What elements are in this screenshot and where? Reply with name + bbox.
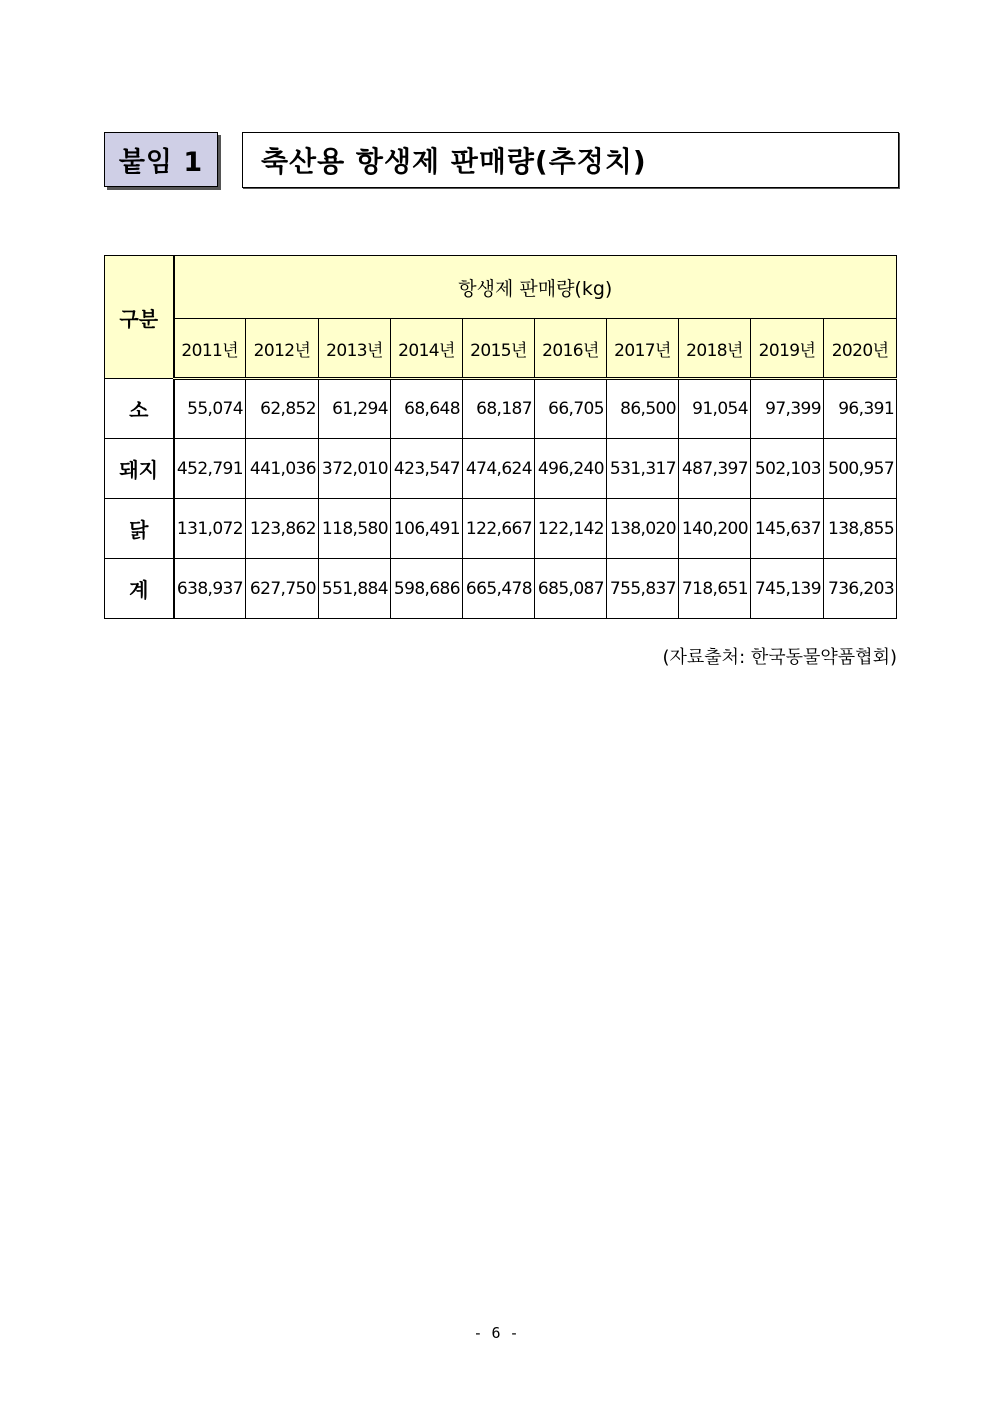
table-cell: 474,624 <box>463 439 535 499</box>
table-cell: 441,036 <box>246 439 319 499</box>
table-cell: 68,187 <box>463 379 535 439</box>
year-header: 2019년 <box>751 319 824 379</box>
table-cell: 496,240 <box>535 439 607 499</box>
table-row-chicken <box>105 499 897 559</box>
table-cell: 500,957 <box>824 439 897 499</box>
category-header: 구분 <box>105 256 174 379</box>
year-header: 2017년 <box>607 319 679 379</box>
table-cell: 755,837 <box>607 559 679 619</box>
year-header: 2018년 <box>679 319 751 379</box>
year-header: 2012년 <box>246 319 319 379</box>
row-label: 돼지 <box>105 439 174 499</box>
table-cell: 62,852 <box>246 379 319 439</box>
page-number: - 6 - <box>473 1324 519 1342</box>
table-cell: 55,074 <box>174 379 246 439</box>
table-cell: 598,686 <box>391 559 463 619</box>
row-label: 소 <box>105 379 174 439</box>
table-cell: 685,087 <box>535 559 607 619</box>
table-cell: 718,651 <box>679 559 751 619</box>
year-header: 2015년 <box>463 319 535 379</box>
table-cell: 531,317 <box>607 439 679 499</box>
table-cell: 122,667 <box>463 499 535 559</box>
table-row-pig <box>105 439 897 499</box>
table-row-cattle <box>105 379 897 439</box>
row-label: 닭 <box>105 499 174 559</box>
table-cell: 627,750 <box>246 559 319 619</box>
table-cell: 745,139 <box>751 559 824 619</box>
table-cell: 665,478 <box>463 559 535 619</box>
table-cell: 118,580 <box>319 499 391 559</box>
table-cell: 66,705 <box>535 379 607 439</box>
table-cell: 86,500 <box>607 379 679 439</box>
table-cell: 106,491 <box>391 499 463 559</box>
table-cell: 122,142 <box>535 499 607 559</box>
data-source-note: (자료출처: 한국동물약품협회) <box>662 647 897 668</box>
table-cell: 487,397 <box>679 439 751 499</box>
year-header: 2013년 <box>319 319 391 379</box>
sales-header: 항생제 판매량(kg) <box>174 256 897 319</box>
table-cell: 145,637 <box>751 499 824 559</box>
table-cell: 372,010 <box>319 439 391 499</box>
table-cell: 68,648 <box>391 379 463 439</box>
year-header: 2014년 <box>391 319 463 379</box>
year-header: 2011년 <box>174 319 246 379</box>
table-cell: 138,855 <box>824 499 897 559</box>
table-cell: 502,103 <box>751 439 824 499</box>
table-cell: 97,399 <box>751 379 824 439</box>
table-cell: 91,054 <box>679 379 751 439</box>
table-cell: 551,884 <box>319 559 391 619</box>
row-label: 계 <box>105 559 174 619</box>
table-cell: 131,072 <box>174 499 246 559</box>
table-cell: 96,391 <box>824 379 897 439</box>
antibiotic-sales-table <box>104 255 897 619</box>
attachment-tag: 붙임 1 <box>104 132 218 187</box>
document-title: 축산용 항생제 판매량(추정치) <box>242 132 899 188</box>
year-header: 2016년 <box>535 319 607 379</box>
year-header-row <box>105 319 897 379</box>
year-header: 2020년 <box>824 319 897 379</box>
table-cell: 123,862 <box>246 499 319 559</box>
table-row-total <box>105 559 897 619</box>
table-cell: 736,203 <box>824 559 897 619</box>
table-cell: 423,547 <box>391 439 463 499</box>
table-cell: 140,200 <box>679 499 751 559</box>
table-cell: 452,791 <box>174 439 246 499</box>
table-cell: 138,020 <box>607 499 679 559</box>
table-cell: 638,937 <box>174 559 246 619</box>
table-cell: 61,294 <box>319 379 391 439</box>
